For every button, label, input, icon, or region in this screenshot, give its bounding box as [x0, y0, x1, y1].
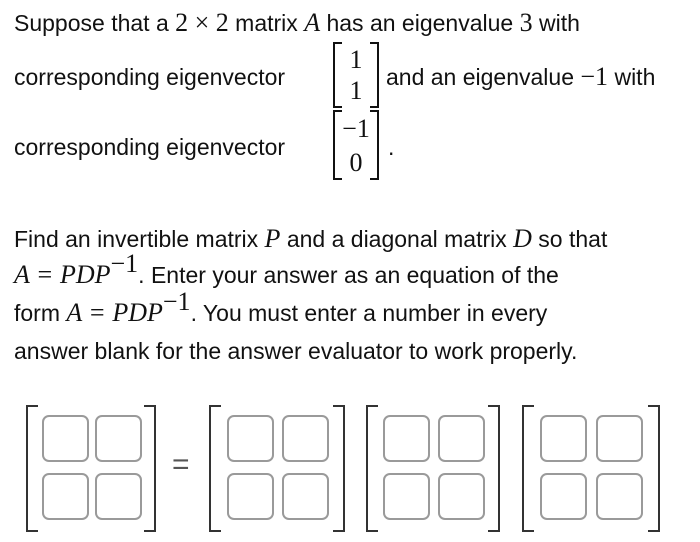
text: and an eigenvalue [386, 64, 581, 90]
matrix-A-answer [26, 405, 156, 532]
question-line-2b [386, 62, 655, 92]
answer-blank[interactable] [227, 415, 274, 462]
question-line-1 [14, 8, 580, 38]
answer-blank[interactable] [282, 473, 329, 520]
text: has an eigenvalue [320, 10, 520, 36]
eigenvector-1-entry: 1 [349, 45, 363, 74]
matrix-D-symbol: D [513, 224, 532, 253]
equals-sign: = [172, 448, 190, 481]
answer-blank[interactable] [227, 473, 274, 520]
text: Find an invertible matrix [14, 226, 265, 252]
text: form [14, 300, 67, 326]
matrix-P-inverse-answer [522, 405, 660, 532]
answer-blank[interactable] [540, 473, 587, 520]
instructions-line-4 [14, 336, 577, 366]
text: matrix [228, 10, 305, 36]
eigenvector-2-entry: −1 [342, 114, 370, 143]
matrix-P-symbol: P [264, 224, 281, 253]
question-line-2 [14, 62, 285, 92]
eigenvector-1 [333, 42, 379, 108]
period [388, 132, 394, 162]
text: so that [531, 226, 608, 252]
matrix-P-answer [209, 405, 345, 532]
equation: A = PDP [66, 298, 163, 327]
answer-blank[interactable] [282, 415, 329, 462]
matrix-A-symbol: A [304, 8, 321, 37]
answer-blank[interactable] [383, 415, 430, 462]
text: with [532, 10, 580, 36]
instructions-line-2 [14, 249, 559, 290]
text: corresponding eigenvector [14, 134, 286, 160]
answer-blank[interactable] [540, 415, 587, 462]
answer-blank[interactable] [95, 415, 142, 462]
text: . [388, 134, 395, 160]
matrix-D-answer [366, 405, 500, 532]
answer-blank[interactable] [42, 415, 89, 462]
eigenvector-2-entry: 0 [349, 148, 363, 177]
instructions-line-3 [14, 287, 548, 328]
text: answer blank for the answer evaluator to work properly. [14, 338, 578, 364]
text: Suppose that a [14, 10, 176, 36]
eigenvalue-1: 3 [519, 8, 533, 37]
text: . Enter your answer as an equation of the [138, 262, 559, 288]
answer-blank[interactable] [95, 473, 142, 520]
text: and a diagonal matrix [280, 226, 514, 252]
answer-blank[interactable] [438, 473, 485, 520]
answer-blank[interactable] [438, 415, 485, 462]
eigenvector-1-entry: 1 [349, 76, 363, 105]
superscript: −1 [110, 249, 139, 279]
superscript: −1 [162, 287, 191, 317]
answer-blank[interactable] [42, 473, 89, 520]
answer-blank[interactable] [596, 473, 643, 520]
text: corresponding eigenvector [14, 64, 286, 90]
eigenvector-2 [333, 110, 379, 180]
matrix-size: 2 × 2 [175, 8, 229, 37]
answer-blank[interactable] [383, 473, 430, 520]
text: with [608, 64, 656, 90]
question-line-3 [14, 132, 285, 162]
answer-blank[interactable] [596, 415, 643, 462]
instructions-line-1 [14, 224, 607, 254]
equation: A = PDP [14, 260, 111, 289]
eigenvalue-2: −1 [580, 62, 609, 91]
text: . You must enter a number in every [190, 300, 548, 326]
